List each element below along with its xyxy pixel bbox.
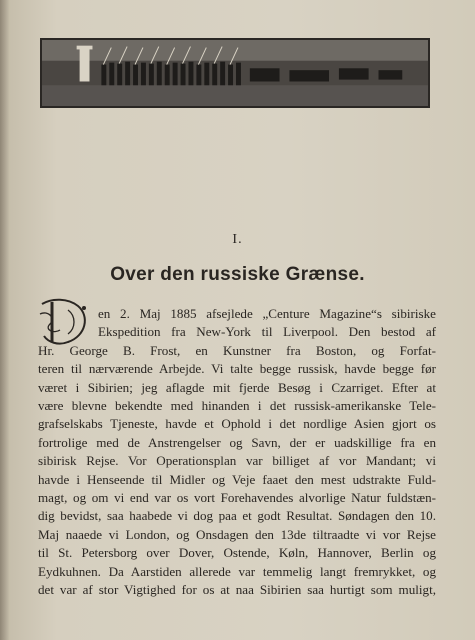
- body-text: [38, 305, 436, 600]
- body-line: Ekspedition fra New-York til Liverpool. Den bestod af: [98, 324, 436, 340]
- chapter-title: Over den russiske Grænse.: [110, 264, 365, 285]
- body-line: været i Sibirien; jeg aflagde mit fjerde Besøg i Czarriget. Efter at: [38, 379, 436, 395]
- body-line: dig bevidst, saa haabede vi dog paa et godt Resultat. Søndagen den 10.: [38, 508, 436, 524]
- body-line: en 2. Maj 1885 afsejlede „Centure Magazine“s sibiriske: [98, 306, 436, 321]
- body-line: fortrolige med de Anstrengelser og Savn, der er uadskillige fra en: [38, 434, 436, 450]
- body-line: sibirisk Rejse. Vor Operationsplan var billiget af vor Mandant; vi: [38, 453, 436, 469]
- body-line: være blevne bekendte med hinanden i det russisk-amerikanske Tele-: [38, 398, 436, 414]
- body-line: havde i Henseende til Midler og Veje faaet den mest udstrakte Fuld-: [38, 471, 436, 487]
- chapter-number: I.: [232, 232, 243, 247]
- body-line: grafselskabs Tjeneste, havde et Ophold i det nordlige Asien gjort os: [38, 416, 436, 432]
- body-line: magt, og om vi end var os vort Forehavendes alvorlige Natur fuldstæn-: [38, 490, 436, 506]
- header-illustration: [40, 38, 430, 108]
- body-line: Eydkuhnen. Da Aarstiden allerede var temmelig langt fremrykket, og: [38, 563, 436, 579]
- body-line: det var af stor Vigtighed for os at naa Sibirien saa hurtigt som muligt,: [38, 582, 436, 598]
- body-line: teren til nærværende Arbejde. Vi talte begge russisk, havde begge før: [38, 361, 436, 377]
- page-fold-shadow: [0, 0, 10, 640]
- body-line: Hr. George B. Frost, en Kunstner fra Boston, og Forfat-: [38, 342, 436, 358]
- body-line: til St. Petersborg over Dover, Ostende, Køln, Hannover, Berlin og: [38, 545, 436, 561]
- body-line: Maj naaede vi London, og Onsdagen den 13de tiltraadte vi vor Rejse: [38, 526, 436, 542]
